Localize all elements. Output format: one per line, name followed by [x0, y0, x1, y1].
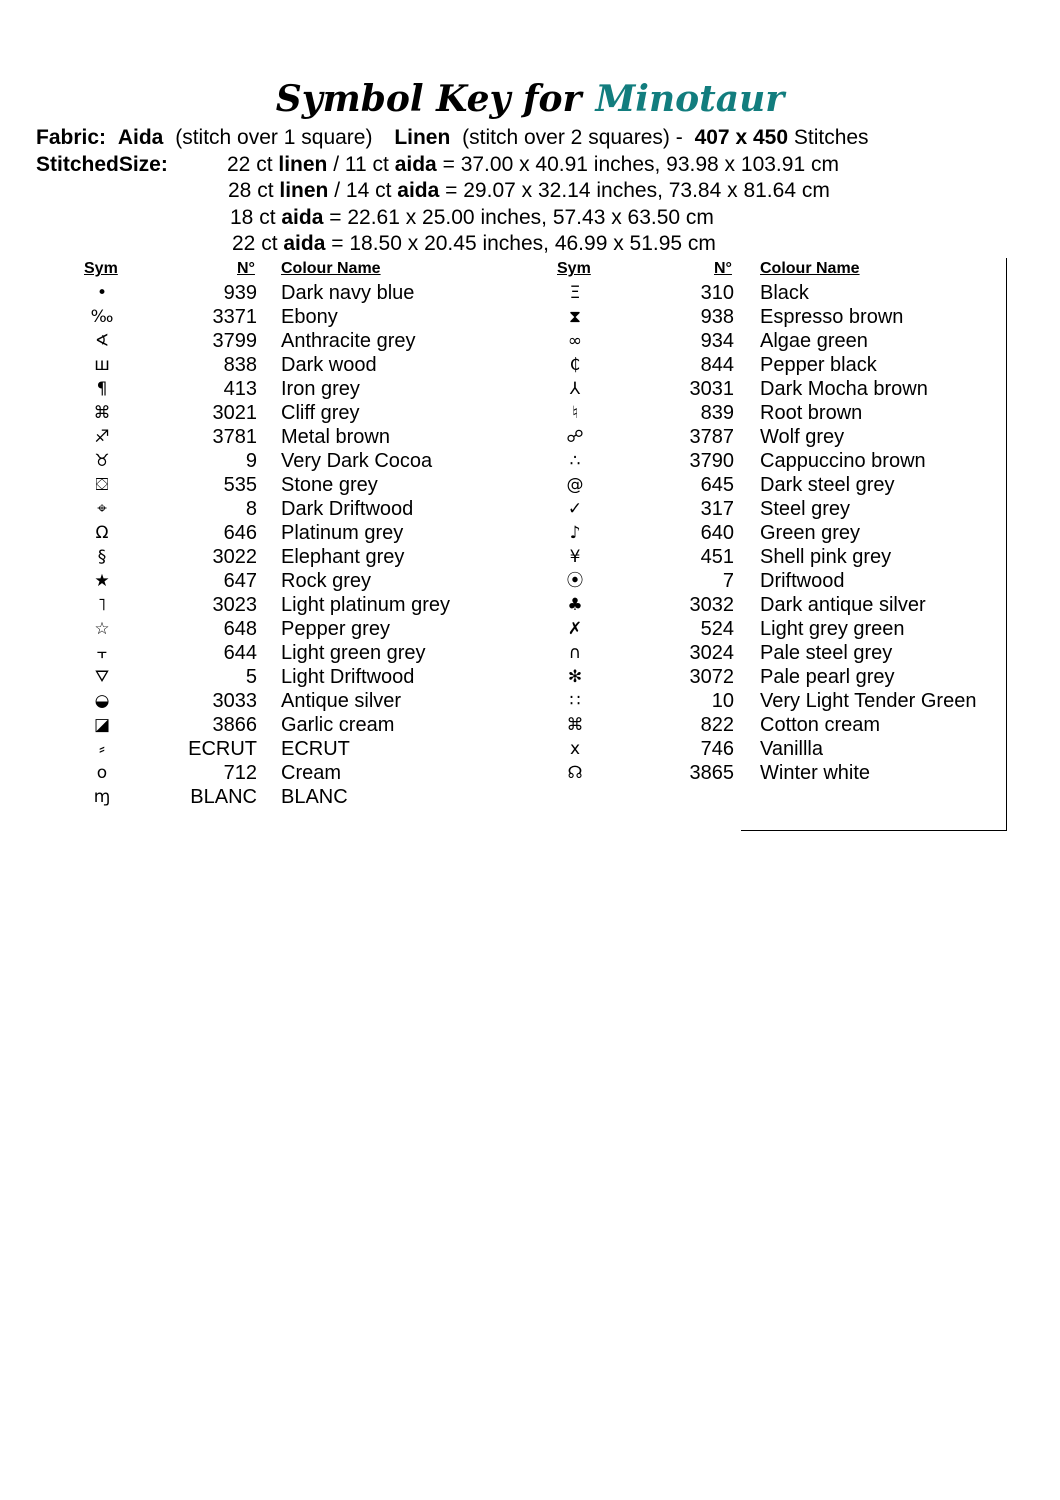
color-name: Very Light Tender Green: [760, 690, 977, 712]
color-name: Light green grey: [281, 642, 426, 664]
color-number: 3865: [689, 762, 734, 784]
symbol-icon: x: [569, 739, 581, 759]
color-name: Cotton cream: [760, 714, 881, 736]
color-name: Espresso brown: [760, 306, 904, 328]
color-number: 644: [223, 642, 257, 664]
color-name: Dark wood: [281, 354, 377, 376]
symbol-icon: Ξ: [569, 283, 581, 303]
symbol-icon: ⧗: [569, 307, 581, 327]
symbol-icon: ♮: [571, 403, 579, 423]
color-number: 3022: [212, 546, 257, 568]
color-number: 3781: [212, 426, 257, 448]
color-name: Antique silver: [281, 690, 402, 712]
header-name-left: Colour Name: [281, 260, 381, 277]
color-number: 640: [700, 522, 734, 544]
color-name: Cliff grey: [281, 402, 360, 424]
symbol-icon: ♪: [569, 523, 581, 543]
color-name: Algae green: [760, 330, 868, 352]
color-number: 7: [722, 570, 734, 592]
color-number: 712: [223, 762, 257, 784]
color-name: Shell pink grey: [760, 546, 892, 568]
symbol-icon: ♉: [94, 451, 110, 471]
fabric-label: Fabric:: [36, 126, 107, 149]
header-sym-right: Sym: [557, 260, 591, 277]
header-num-left: N°: [237, 260, 255, 277]
size-line-1: 22 ct linen / 11 ct aida = 37.00 x 40.91 inches, 93.98 x 103.91 cm: [227, 153, 839, 176]
color-number: 647: [223, 570, 257, 592]
color-number: 3790: [689, 450, 734, 472]
color-number: 645: [700, 474, 734, 496]
color-name: Winter white: [760, 762, 871, 784]
color-name: Cream: [281, 762, 342, 784]
symbol-icon: ⌘: [566, 715, 584, 735]
title-prefix: Symbol Key for: [275, 78, 582, 120]
color-name: Green grey: [760, 522, 861, 544]
color-number: 5: [245, 666, 257, 688]
color-name: Steel grey: [760, 498, 851, 520]
symbol-icon: ⌘: [93, 403, 111, 423]
symbol-icon: ✓: [567, 499, 583, 519]
symbol-icon: ☍: [566, 427, 584, 447]
color-number: 939: [223, 282, 257, 304]
color-name: Pale steel grey: [760, 642, 893, 664]
symbol-icon: ⅄: [569, 379, 581, 399]
header-name-right: Colour Name: [760, 260, 860, 277]
color-number: 413: [223, 378, 257, 400]
color-number: 822: [700, 714, 734, 736]
symbol-icon: ★: [94, 571, 110, 591]
fabric-linen-note: (stitch over 2 squares) -: [462, 126, 683, 149]
color-name: Very Dark Cocoa: [281, 450, 433, 472]
symbol-icon: ¶: [96, 379, 108, 399]
symbol-icon: ¥: [569, 547, 581, 567]
color-name: BLANC: [281, 786, 348, 808]
color-name: Pepper grey: [281, 618, 390, 640]
color-number: BLANC: [190, 786, 257, 808]
color-number: 8: [245, 498, 257, 520]
table-bottom-border: [741, 830, 1007, 831]
symbol-icon: ⸗: [99, 739, 105, 759]
color-name: Metal brown: [281, 426, 390, 448]
symbol-icon: ∞: [567, 331, 583, 351]
color-name: Black: [760, 282, 809, 304]
table-right-border: [1006, 258, 1007, 831]
color-number: 310: [700, 282, 734, 304]
color-name: Root brown: [760, 402, 863, 424]
color-number: 3023: [212, 594, 257, 616]
stitch-count: 407 x 450: [694, 126, 789, 149]
color-number: 3024: [689, 642, 734, 664]
color-name: Pepper black: [760, 354, 877, 376]
color-name: Wolf grey: [760, 426, 845, 448]
color-number: 3787: [689, 426, 734, 448]
color-number: 838: [223, 354, 257, 376]
color-name: Anthracite grey: [281, 330, 416, 352]
symbol-icon: ∩: [568, 643, 582, 663]
symbol-icon: ∴: [569, 451, 581, 471]
color-name: Light grey green: [760, 618, 905, 640]
color-number: 3021: [212, 402, 257, 424]
stitches-word: Stitches: [793, 126, 869, 149]
color-name: Vanillla: [760, 738, 823, 760]
color-name: Driftwood: [760, 570, 845, 592]
color-name: Stone grey: [281, 474, 378, 496]
color-name: Pale pearl grey: [760, 666, 895, 688]
color-number: 746: [700, 738, 734, 760]
fabric-line: [36, 125, 869, 151]
symbol-icon: ✻: [567, 667, 583, 687]
color-name: Dark Mocha brown: [760, 378, 928, 400]
size-line-2: 28 ct linen / 14 ct aida = 29.07 x 32.14 inches, 73.84 x 81.64 cm: [228, 179, 830, 202]
color-number: 10: [711, 690, 734, 712]
color-number: 3072: [689, 666, 734, 688]
symbol-icon: @: [566, 475, 584, 495]
symbol-icon: §: [97, 547, 107, 567]
symbol-icon: ‰: [90, 307, 114, 327]
color-name: Dark Driftwood: [281, 498, 414, 520]
color-name: Light Driftwood: [281, 666, 415, 688]
pattern-name: Minotaur: [595, 78, 785, 120]
stitched-size-label: StitchedSize:: [36, 153, 168, 176]
symbol-icon: ш: [94, 355, 110, 375]
symbol-icon: ♣: [567, 595, 583, 615]
color-number: 3799: [212, 330, 257, 352]
symbol-icon: ♐: [94, 427, 110, 447]
color-name: Dark antique silver: [760, 594, 926, 616]
color-number: 317: [700, 498, 734, 520]
color-number: 646: [223, 522, 257, 544]
color-number: 524: [700, 618, 734, 640]
header-sym-left: Sym: [84, 260, 118, 277]
symbol-icon: ₵: [569, 355, 581, 375]
symbol-icon: ⛋: [95, 475, 109, 495]
color-number: 839: [700, 402, 734, 424]
symbol-icon: Ω: [95, 523, 109, 543]
symbol-icon: •: [96, 283, 108, 303]
header-num-right: N°: [714, 260, 732, 277]
color-name: Iron grey: [281, 378, 360, 400]
symbol-icon: ⫟: [96, 643, 108, 663]
size-line-4: 22 ct aida = 18.50 x 20.45 inches, 46.99 x 51.95 cm: [232, 232, 716, 255]
color-name: Dark navy blue: [281, 282, 415, 304]
symbol-icon: ✗: [567, 619, 583, 639]
color-number: 934: [700, 330, 734, 352]
symbol-icon: ☊: [567, 763, 583, 783]
symbol-icon: ∷: [569, 691, 581, 711]
fabric-aida-note: (stitch over 1 square): [175, 126, 373, 149]
color-number: 3371: [212, 306, 257, 328]
color-name: Cappuccino brown: [760, 450, 926, 472]
symbol-icon: ☆: [94, 619, 110, 639]
color-number: 3033: [212, 690, 257, 712]
color-name: ECRUT: [281, 738, 350, 760]
color-number: 648: [223, 618, 257, 640]
color-name: Dark steel grey: [760, 474, 895, 496]
color-number: 938: [700, 306, 734, 328]
color-number: 3866: [212, 714, 257, 736]
color-name: Elephant grey: [281, 546, 405, 568]
color-name: Garlic cream: [281, 714, 395, 736]
symbol-icon: ◪: [93, 715, 111, 735]
symbol-icon: ⌖: [97, 499, 107, 519]
size-line-3: 18 ct aida = 22.61 x 25.00 inches, 57.43 x 63.50 cm: [230, 206, 714, 229]
color-number: 9: [245, 450, 257, 472]
color-number: ECRUT: [188, 738, 257, 760]
color-number: 3032: [689, 594, 734, 616]
page-title: [0, 78, 1060, 120]
color-number: 451: [700, 546, 734, 568]
symbol-icon: ɱ: [93, 787, 111, 807]
color-name: Ebony: [281, 306, 338, 328]
symbol-icon: o: [96, 763, 108, 783]
fabric-linen: Linen: [394, 126, 451, 149]
symbol-icon: ⛛: [94, 667, 110, 687]
fabric-aida: Aida: [117, 126, 164, 149]
symbol-icon: ˥: [97, 595, 107, 615]
symbol-icon: ◒: [94, 691, 110, 711]
color-number: 3031: [689, 378, 734, 400]
color-number: 535: [223, 474, 257, 496]
color-number: 844: [700, 354, 734, 376]
color-name: Platinum grey: [281, 522, 404, 544]
color-name: Light platinum grey: [281, 594, 450, 616]
symbol-icon: ∢: [94, 331, 110, 351]
color-name: Rock grey: [281, 570, 372, 592]
symbol-icon: ⦿: [566, 571, 584, 591]
